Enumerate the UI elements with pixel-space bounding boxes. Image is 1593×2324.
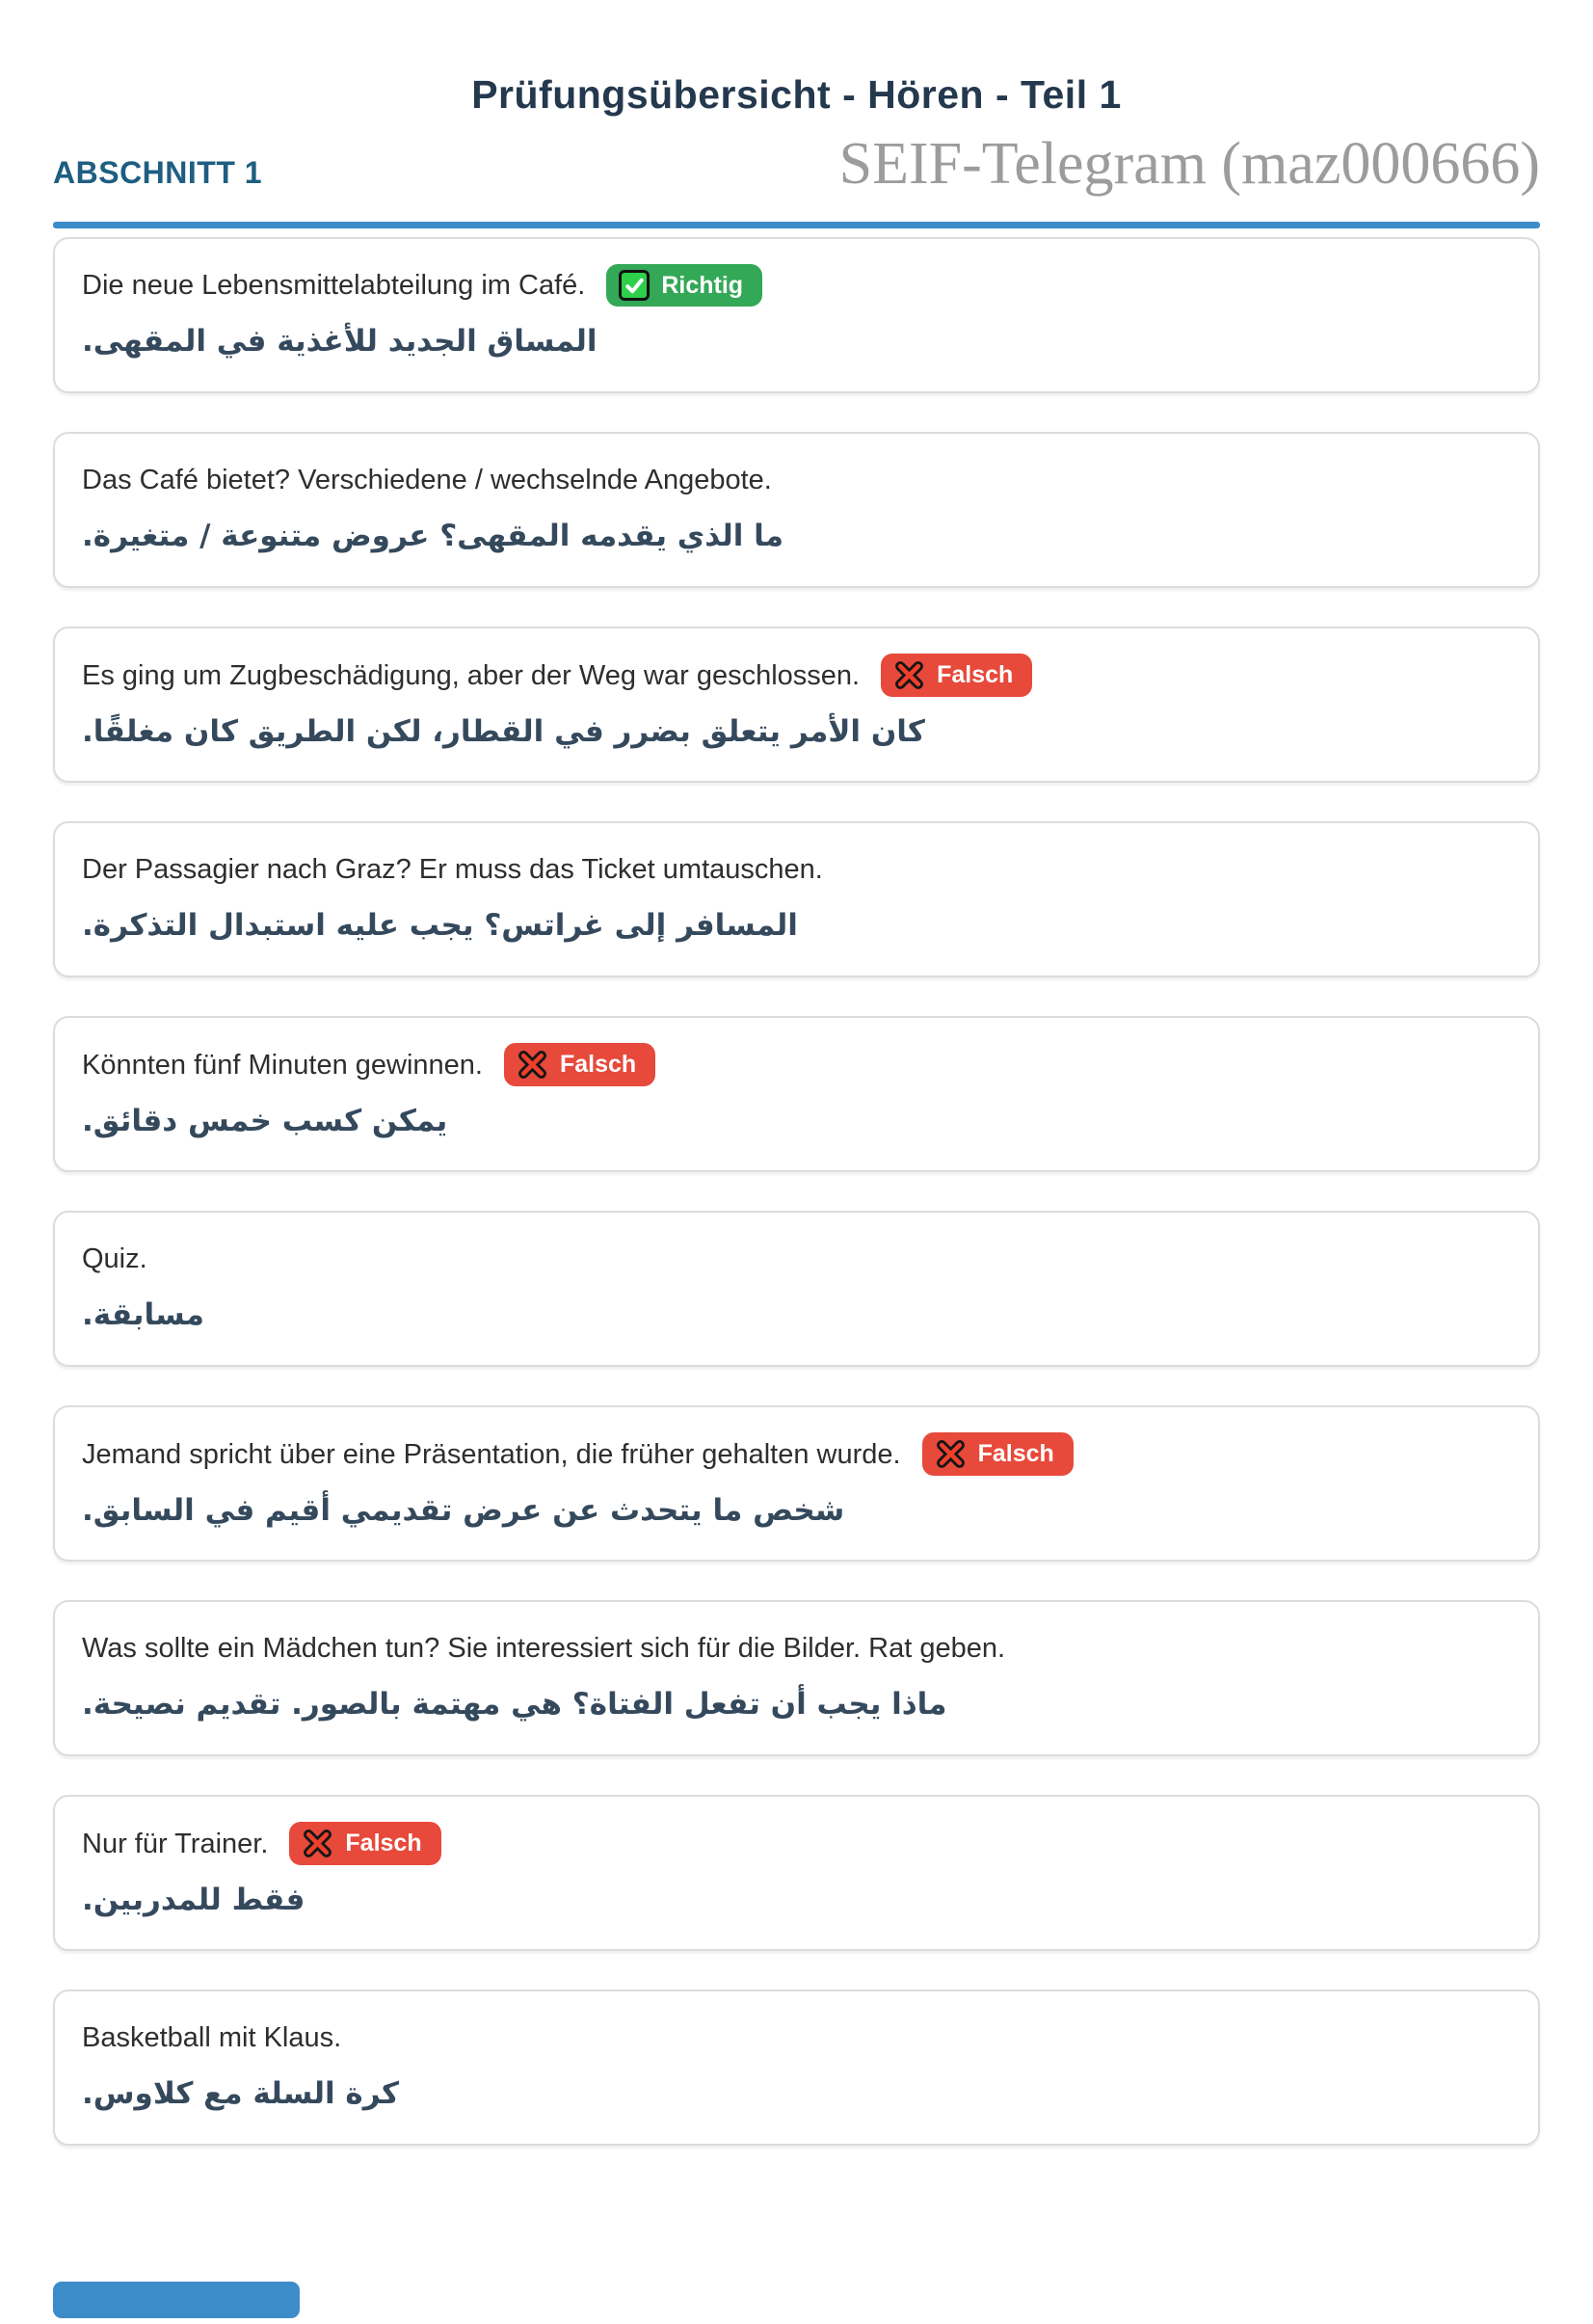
question-card: [53, 1990, 1540, 2146]
german-row: [82, 2017, 1511, 2059]
german-row: [82, 264, 1511, 307]
question-card: [53, 432, 1540, 588]
arabic-translation: كرة السلة مع كلاوس.: [82, 2076, 400, 2111]
next-section-bar: [53, 2282, 300, 2318]
x-icon: [893, 659, 925, 691]
german-sentence: Der Passagier nach Graz? Er muss das Ticket umtauschen.: [82, 854, 823, 885]
german-sentence: Nur für Trainer.: [82, 1828, 269, 1859]
german-sentence: Könnten fünf Minuten gewinnen.: [82, 1049, 483, 1081]
question-card: [53, 1016, 1540, 1172]
german-sentence: Was sollte ein Mädchen tun? Sie interessiert sich für die Bilder. Rat geben.: [82, 1633, 1006, 1664]
arabic-translation: كان الأمر يتعلق بضرر في القطار، لكن الطريق كان مغلقًا.: [82, 714, 925, 749]
question-card: [53, 627, 1540, 783]
german-sentence: Basketball mit Klaus.: [82, 2022, 342, 2053]
page-title: Prüfungsübersicht - Hören - Teil 1: [471, 72, 1122, 117]
german-row: [82, 1043, 1511, 1086]
section-header: [0, 131, 1593, 208]
german-row: [82, 1822, 1511, 1865]
german-row: [82, 1627, 1511, 1670]
arabic-translation: شخص ما يتحدث عن عرض تقديمي أقيم في السابق.: [82, 1493, 845, 1528]
card-list: [0, 228, 1593, 2146]
result-badge: [881, 654, 1032, 697]
arabic-translation: المسافر إلى غراتس؟ يجب عليه استبدال التذكرة.: [82, 908, 798, 943]
question-card: [53, 1211, 1540, 1367]
result-badge: [504, 1043, 655, 1086]
badge-label: Richtig: [661, 271, 744, 299]
badge-label: Falsch: [345, 1830, 422, 1857]
german-row: [82, 459, 1511, 501]
arabic-translation: المساق الجديد للأغذية في المقهى.: [82, 324, 597, 359]
question-card: [53, 821, 1540, 977]
german-row: [82, 848, 1511, 891]
check-icon: [619, 270, 650, 301]
x-icon: [935, 1438, 967, 1470]
question-card: [53, 1795, 1540, 1951]
german-sentence: Es ging um Zugbeschädigung, aber der Weg war geschlossen.: [82, 659, 861, 691]
german-row: [82, 1238, 1511, 1280]
question-card: [53, 237, 1540, 393]
arabic-translation: يمكن كسب خمس دقائق.: [82, 1104, 448, 1138]
german-sentence: Das Café bietet? Verschiedene / wechselnde Angebote.: [82, 465, 772, 495]
badge-label: Falsch: [937, 661, 1014, 688]
badge-label: Falsch: [977, 1440, 1054, 1467]
question-card: [53, 1600, 1540, 1756]
german-row: [82, 654, 1511, 697]
german-sentence: Jemand spricht über eine Präsentation, die früher gehalten wurde.: [82, 1438, 901, 1470]
watermark-text: SEIF-Telegram (maz000666): [838, 131, 1540, 197]
german-sentence: Die neue Lebensmittelabteilung im Café.: [82, 270, 586, 301]
german-sentence: Quiz.: [82, 1243, 147, 1274]
badge-label: Falsch: [559, 1051, 637, 1078]
section-divider: [53, 222, 1540, 228]
arabic-translation: فقط للمدربين.: [82, 1883, 305, 1917]
result-badge: [289, 1822, 440, 1865]
result-badge: [606, 264, 762, 307]
arabic-translation: مسابقة.: [82, 1297, 204, 1332]
x-icon: [517, 1049, 548, 1081]
arabic-translation: ما الذي يقدمه المقهى؟ عروض متنوعة / متغيرة.: [82, 519, 784, 553]
arabic-translation: ماذا يجب أن تفعل الفتاة؟ هي مهتمة بالصور. تقديم نصيحة.: [82, 1687, 947, 1722]
german-row: [82, 1432, 1511, 1476]
section-label: ABSCHNITT 1: [53, 155, 263, 190]
x-icon: [302, 1828, 333, 1859]
result-badge: [922, 1432, 1074, 1476]
question-card: [53, 1405, 1540, 1562]
